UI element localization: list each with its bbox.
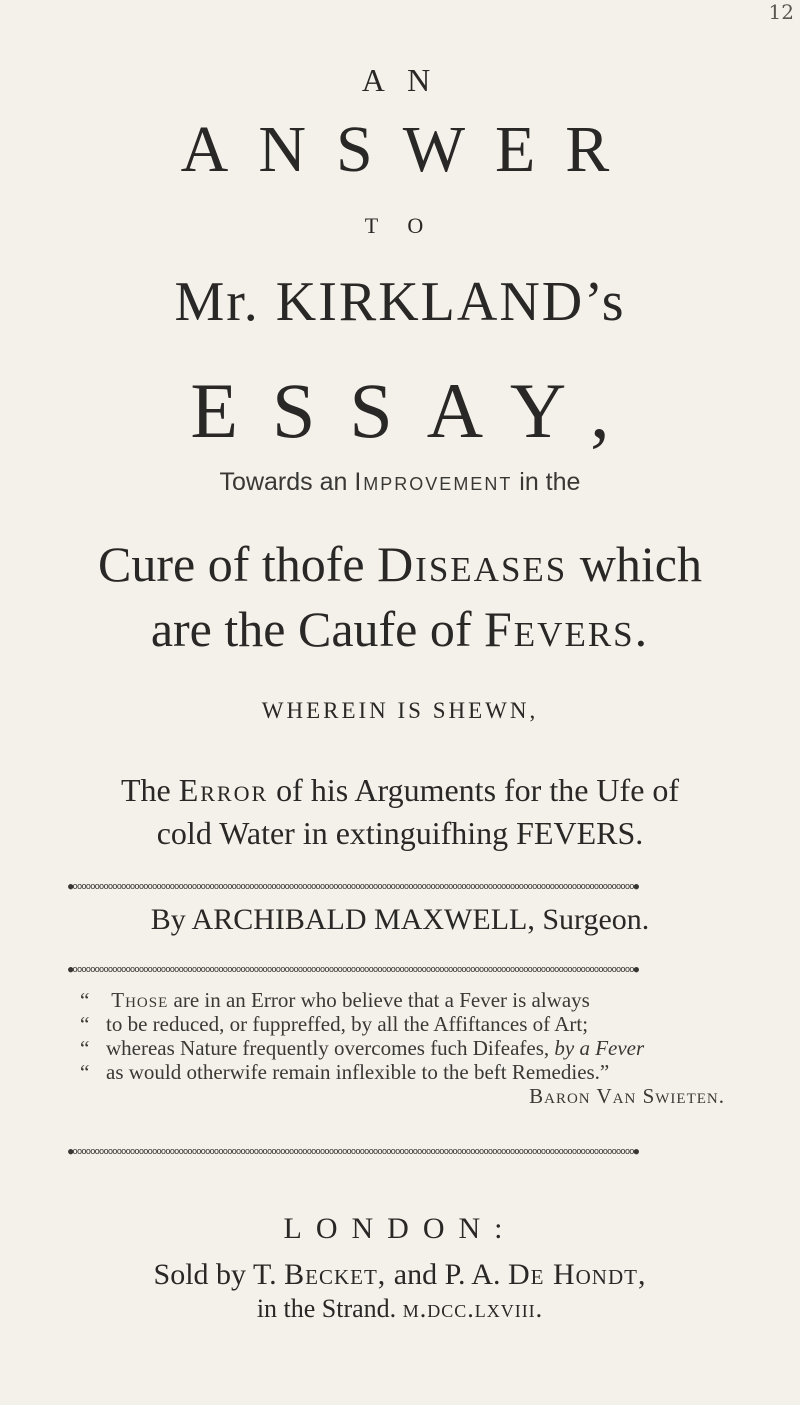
quote-line: [80, 1012, 725, 1036]
towards-suffix: in the: [519, 468, 581, 496]
quote-mark: “: [80, 1036, 90, 1060]
towards-improvement: Improvement: [354, 468, 513, 496]
error-the: The: [120, 772, 171, 808]
error-word: Error: [178, 772, 269, 808]
sold-by: Sold by T.: [153, 1258, 277, 1291]
imprint-london: LONDON:: [283, 1212, 517, 1245]
quote-mark: “: [80, 1012, 90, 1036]
cure-diseases: Diseases: [377, 536, 568, 592]
quote-line-4: as would otherwife remain inflexible to the beft Remedies.”: [106, 1060, 610, 1084]
error-line-2: cold Water in extinguifhing FEVERS.: [156, 815, 644, 851]
printer-de-hondt: De Hondt,: [507, 1258, 647, 1291]
title-mr-kirkland: Mr. KIRKLAND’s: [174, 271, 626, 333]
quote-line: [80, 1060, 725, 1084]
quote-mark: “: [80, 988, 90, 1012]
quote-line-2: to be reduced, or fuppreffed, by all the Affiftances of Art;: [106, 1012, 589, 1036]
ornamental-rule: ●ooooooooooooooooooooooooooooooooooooooooooooooooooooooooooooooooooooooooooooooooooooooooooooooooooooooooooooooooooooooooooooooo●: [68, 966, 638, 974]
are-fevers: Fevers.: [484, 601, 650, 657]
imprint-strand: [0, 1294, 800, 1324]
towards-prefix: Towards an: [219, 468, 348, 496]
imprint-date: m.dcc.lxviii.: [402, 1294, 544, 1323]
strand: in the Strand.: [256, 1294, 397, 1323]
quote-italic: by a Fever: [554, 1036, 645, 1060]
quote-line-1: are in an Error who believe that a Fever is always: [173, 988, 590, 1012]
sold-and: and P. A.: [393, 1258, 501, 1291]
imprint-sold-by: [0, 1258, 800, 1292]
quote-mark: “: [80, 1060, 90, 1084]
quote-line: [80, 1036, 725, 1060]
printer-becket: Becket,: [284, 1258, 387, 1291]
error-line-1: [0, 772, 800, 809]
subtitle-cure: [0, 535, 800, 593]
author-line: By ARCHIBALD MAXWELL, Surgeon.: [150, 903, 650, 936]
cure-prefix: Cure of thofe: [98, 536, 365, 592]
subtitle-are: [0, 600, 800, 658]
quote-those: Those: [111, 988, 169, 1012]
title-answer: ANSWER: [180, 113, 640, 186]
title-an: A N: [361, 62, 439, 98]
epigraph-quote: [80, 988, 725, 1108]
quote-line-3: whereas Nature frequently overcomes fuch Difeafes,: [106, 1036, 550, 1060]
quote-line: [80, 988, 725, 1012]
quote-attribution: Baron Van Swieten.: [529, 1084, 725, 1108]
title-to: T O: [364, 213, 436, 238]
error-rest: of his Arguments for the Ufe of: [276, 772, 680, 808]
ornamental-rule: ●ooooooooooooooooooooooooooooooooooooooooooooooooooooooooooooooooooooooooooooooooooooooooooooooooooooooooooooooooooooooooooooooo●: [68, 1148, 638, 1156]
are-prefix: are the Caufe of: [150, 601, 472, 657]
subtitle-towards: [0, 468, 800, 497]
title-essay: ESSAY,: [190, 367, 644, 454]
ornamental-rule: ●ooooooooooooooooooooooooooooooooooooooooooooooooooooooooooooooooooooooooooooooooooooooooooooooooooooooooooooooooooooooooooooooo●: [68, 883, 638, 891]
cure-suffix: which: [579, 536, 702, 592]
corner-mark: 12: [768, 0, 794, 24]
wherein-heading: WHEREIN IS SHEWN,: [261, 698, 539, 723]
